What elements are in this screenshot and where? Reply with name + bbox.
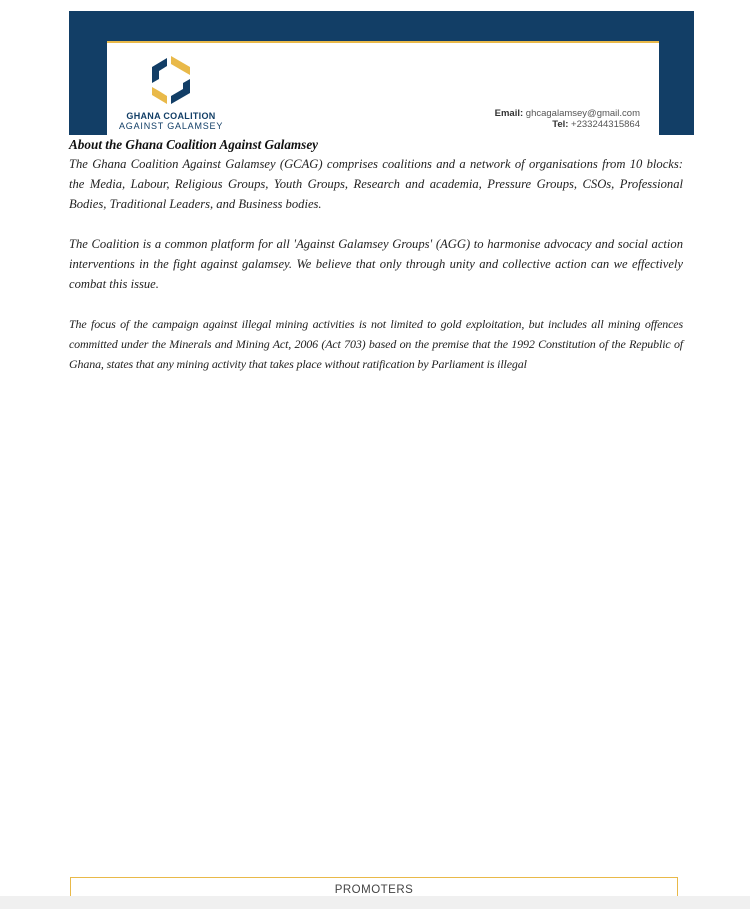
contact-info: [495, 108, 640, 130]
logo-text-line1: GHANA COALITION: [126, 111, 216, 121]
tel-label: Tel:: [552, 119, 569, 130]
document-heading: About the Ghana Coalition Against Galamsey: [69, 137, 319, 152]
email-address: ghcagalamsey@gmail.com: [525, 108, 640, 119]
paragraph-focus: The focus of the campaign against illegal mining activities is not limited to gold exploitation, but includes all mining offences committed under the Minerals and Mining Act, 2006 (Act 703) based on the premise that the 1992 Constitution of the Republic of Ghana, states that any mining activity that takes place without ratification by Parliament is illegal: [69, 317, 683, 371]
paragraph-composition: The Ghana Coalition Against Galamsey (GCAG) comprises coalitions and a network of organisations from 10 blocks: the Media, Labour, Religious Groups, Youth Groups, Research and academia, Pressure Groups, CSOs, Professional Bodies, Traditional Leaders, and Business bodies.: [69, 157, 683, 211]
paragraph-platform: The Coalition is a common platform for all 'Against Galamsey Groups' (AGG) to harmonise advocacy and social action interventions in the fight against galamsey. We believe that only through unity and collective action can we effectively combat this issue.: [69, 237, 683, 291]
document-body: [69, 136, 683, 374]
coalition-logo: [119, 53, 223, 131]
page-bottom-strip: [0, 896, 750, 909]
email-label: Email:: [494, 108, 524, 119]
letterhead-banner: [69, 11, 694, 135]
hexagon-logo-icon: [143, 53, 199, 107]
email-line: [495, 108, 640, 119]
tel-line: [495, 119, 640, 130]
letterhead-panel: [107, 41, 659, 137]
promoters-label: PROMOTERS: [334, 884, 414, 896]
tel-number: +233244315864: [571, 119, 640, 130]
logo-text-line2: AGAINST GALAMSEY: [119, 121, 224, 131]
